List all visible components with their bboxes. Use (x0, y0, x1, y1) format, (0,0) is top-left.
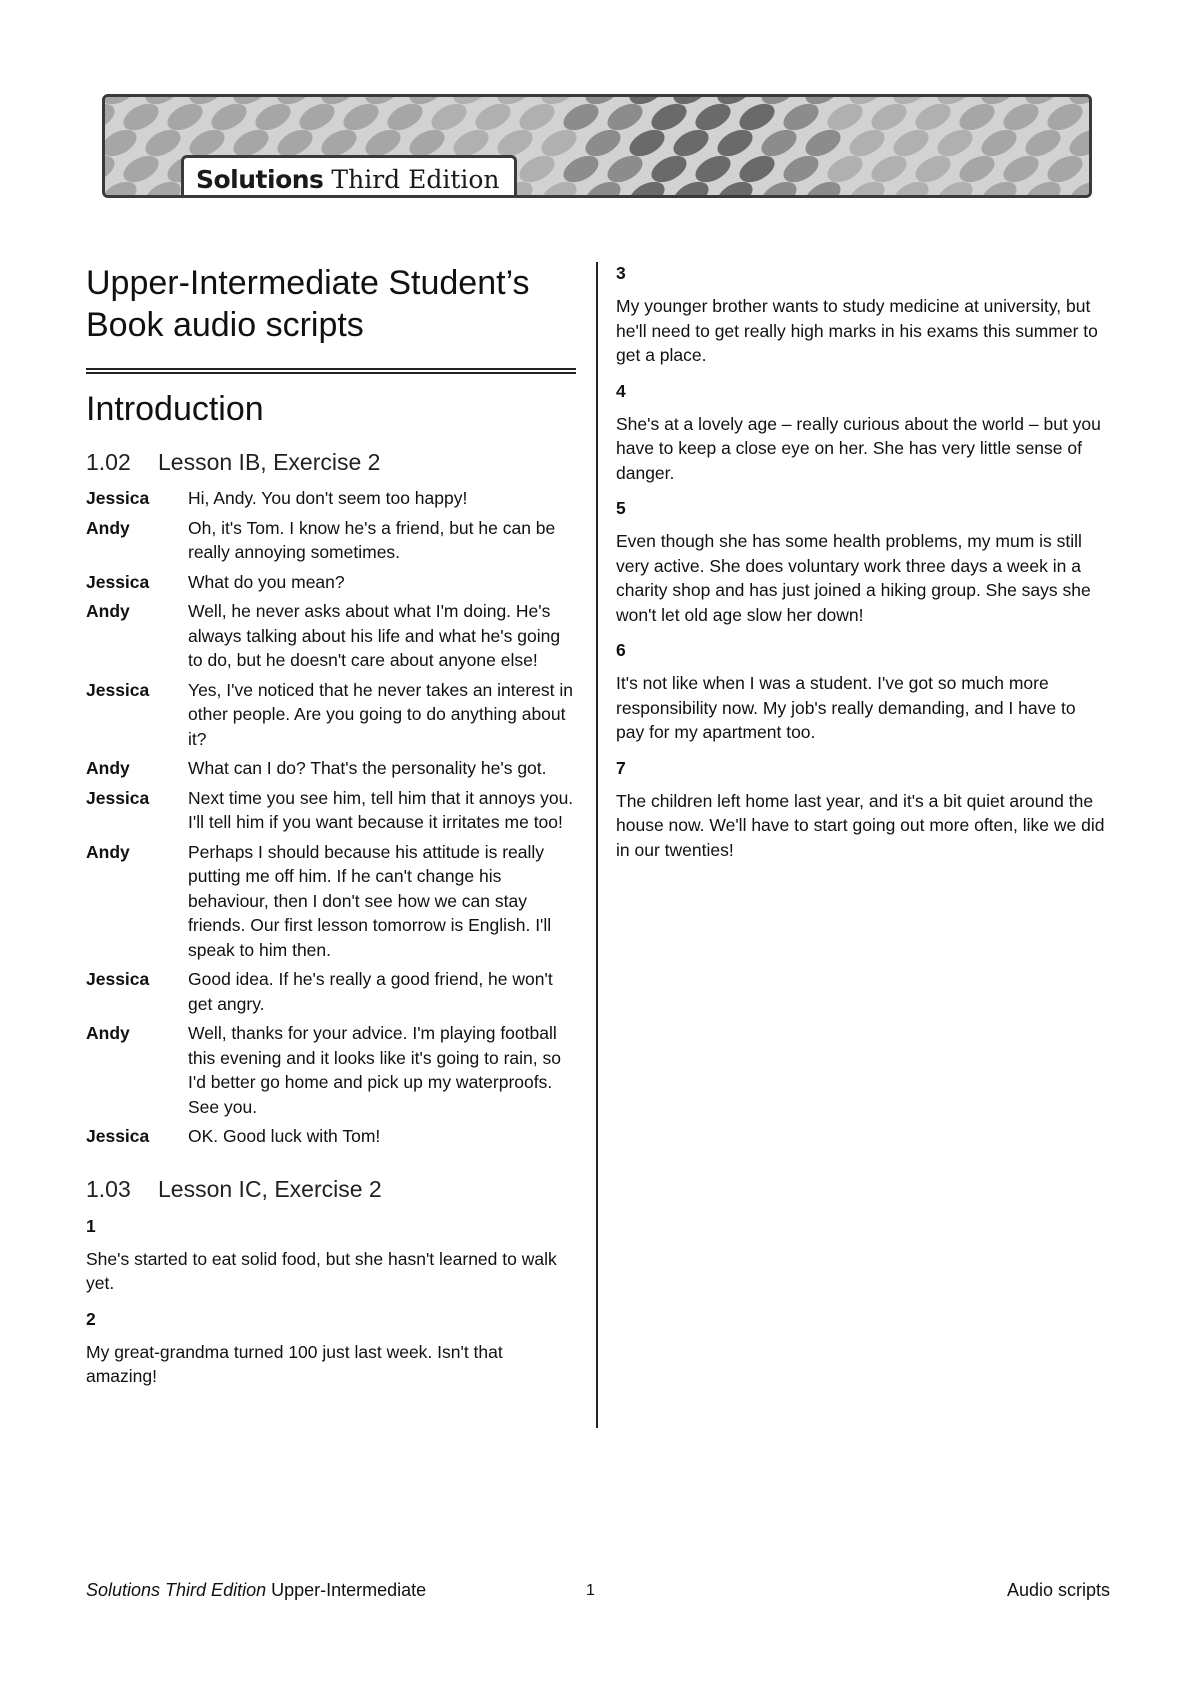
right-column (616, 262, 1106, 870)
dialogue (86, 486, 576, 1149)
dialogue-line (86, 786, 576, 835)
item-text: My great-grandma turned 100 just last week. Isn't that amazing! (86, 1341, 503, 1386)
speech-text: Hi, Andy. You don't seem too happy! (188, 488, 468, 508)
item-text: My younger brother wants to study medicine at university, but he'll need to get really high marks in his exams this summer to get a place. (616, 296, 1098, 365)
exercise-title: Lesson IC, Exercise 2 (158, 1175, 382, 1202)
speech-text: Well, thanks for your advice. I'm playing football this evening and it looks like it's going to rain, so I'd better go home and pick up my waterproofs. See you. (188, 1023, 561, 1117)
page-number: 1 (586, 1582, 595, 1599)
speaker-name: Andy (86, 758, 130, 778)
speech-text: Good idea. If he's really a good friend, he won't get angry. (188, 969, 553, 1014)
dialogue-line (86, 840, 576, 963)
dialogue-line (86, 516, 576, 565)
dialogue-line (86, 1124, 576, 1149)
header-banner (102, 94, 1092, 198)
dialogue-line (86, 599, 576, 673)
item-text: It's not like when I was a student. I've got so much more responsibility now. My job's really demanding, and I have to pay for my apartment too. (616, 673, 1076, 742)
track-number: 1.02 (86, 449, 131, 475)
dialogue-line (86, 570, 576, 595)
footer-book-title (86, 1580, 426, 1601)
item-text: She's at a lovely age – really curious about the world – but you have to keep a close eye on her. She has very little sense of danger. (616, 413, 1101, 483)
speaker-name: Jessica (86, 787, 150, 808)
speaker-name: Andy (86, 601, 130, 621)
speech-text: Yes, I've noticed that he never takes an interest in other people. Are you going to do anything about it? (188, 679, 574, 749)
speech-text: Well, he never asks about what I'm doing. He's always talking about his life and what he's going to do, but he doesn't care about anyone else! (188, 601, 561, 670)
footer-series: Solutions Third Edition (86, 1580, 267, 1600)
item-number: 1 (86, 1215, 96, 1236)
exercise-heading (86, 1175, 576, 1203)
speech-text: Oh, it's Tom. I know he's a friend, but he can be really annoying sometimes. (188, 517, 556, 562)
left-column (86, 262, 576, 1397)
dialogue-line (86, 967, 576, 1016)
section-title: Introduction (86, 390, 264, 428)
exercise-heading (86, 448, 576, 476)
speaker-name: Andy (86, 841, 130, 862)
item-number: 7 (616, 757, 626, 778)
item-number: 5 (616, 498, 626, 518)
speaker-name: Jessica (86, 488, 150, 508)
dialogue-line (86, 486, 576, 511)
speaker-name: Andy (86, 1023, 130, 1043)
speaker-name: Andy (86, 517, 130, 538)
document-title: Upper-Intermediate Student’s Book audio scripts (86, 264, 530, 344)
numbered-items (86, 1215, 576, 1389)
track-number: 1.03 (86, 1175, 131, 1202)
speech-text: What do you mean? (188, 571, 345, 592)
item-text: The children left home last year, and it's a bit quiet around the house now. We'll have to start going out more often, like we did in our twenties! (616, 790, 1105, 860)
dialogue-line (86, 678, 576, 752)
speech-text: Next time you see him, tell him that it annoys you. I'll tell him if you want because it irritates me too! (188, 787, 574, 832)
dialogue-line (86, 756, 576, 781)
speaker-name: Jessica (86, 969, 150, 989)
item-number: 2 (86, 1308, 96, 1329)
speech-text: Perhaps I should because his attitude is really putting me off him. If he can't change his behaviour, then I don't see how we can stay friends. Our first lesson tomorrow is English. I'll speak to him then. (188, 841, 552, 960)
brand-edition: Third Edition (331, 165, 500, 194)
item-number: 4 (616, 380, 626, 401)
speech-text: OK. Good luck with Tom! (188, 1126, 381, 1146)
item-number: 6 (616, 640, 626, 660)
brand-name: Solutions (196, 165, 324, 194)
speaker-name: Jessica (86, 1126, 150, 1146)
footer-level: Upper-Intermediate (266, 1580, 427, 1600)
speaker-name: Jessica (86, 679, 150, 700)
column-divider (596, 262, 598, 1428)
footer-section: Audio scripts (1006, 1580, 1110, 1600)
speech-text: What can I do? That's the personality he's got. (188, 758, 547, 778)
item-text: She's started to eat solid food, but she hasn't learned to walk yet. (86, 1248, 557, 1293)
item-text: Even though she has some health problems, my mum is still very active. She does voluntary work three days a week in a charity shop and has just joined a hiking group. She says she won't let old age slow her down! (616, 531, 1091, 625)
dialogue-line (86, 1021, 576, 1119)
title-divider (86, 368, 576, 374)
exercise-title: Lesson IB, Exercise 2 (158, 449, 381, 475)
numbered-items (616, 262, 1106, 862)
speaker-name: Jessica (86, 571, 150, 592)
item-number: 3 (616, 263, 626, 283)
brand-logo (181, 155, 517, 198)
